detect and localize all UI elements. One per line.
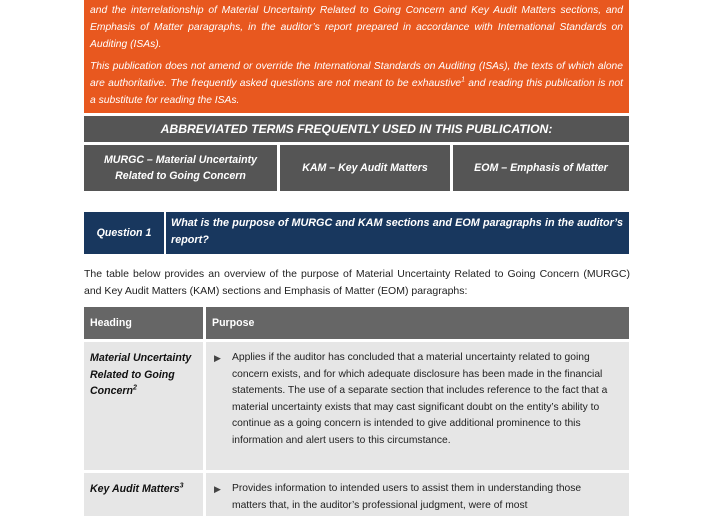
abbreviations-title: ABBREVIATED TERMS FREQUENTLY USED IN THIS PUBLICATION: (84, 116, 629, 142)
table-header-heading: Heading (84, 307, 203, 339)
abbreviation-murgc: MURGC – Material Uncertainty Related to Going Concern (84, 145, 277, 191)
footnote-ref-3[interactable]: 3 (179, 482, 184, 490)
intro-callout-box (84, 0, 629, 113)
intro-paragraph-scope: and the interrelationship of Material Uncertainty Related to Going Concern and Key Audit Matters sections, and Emphasis of Matter paragraphs, in the auditor’s report prepared in accordance with International Standards on Auditing (ISAs). (90, 5, 623, 51)
footnote-ref-2[interactable]: 2 (132, 384, 137, 392)
overview-paragraph: The table below provides an overview of the purpose of Material Uncertainty Related to Going Concern (MURGC) and Key Audit Matters (KAM) sections and Emphasis of Matter (EOM) paragraphs: (84, 268, 630, 297)
intro-paragraph-disclaimer: This publication does not amend or override the International Standards on Auditing (ISAs), the texts of which alone are authoritative. The frequently asked questions are not meant to be exhaustive$^1$ and reading this publication is not a substitute for reading the ISAs. (90, 60, 623, 107)
abbreviation-eom: EOM – Emphasis of Matter (453, 145, 629, 191)
table-row-heading: Key Audit Matters$^3$ (84, 473, 203, 516)
table-row-heading: Material Uncertainty Related to Going Concern$^2$ (84, 342, 203, 470)
question-number: Question 1 (84, 212, 164, 254)
abbreviation-kam: KAM – Key Audit Matters (280, 145, 450, 191)
table-row-purpose: ▶ Applies if the auditor has concluded that a material uncertainty related to going concern exists, and for which adequate disclosure has been made in the financial statements. The use of a separate section that includes reference to the fact that a material uncertainty exists that may cast significant doubt on the entity’s ability to continue as a going concern is intended to give additional prominence to this information and alert users to this circumstance. (206, 342, 629, 470)
bullet-arrow-icon: ▶ (214, 353, 221, 363)
bullet-arrow-icon: ▶ (214, 484, 221, 494)
table-header-purpose: Purpose (206, 307, 629, 339)
footnote-ref-1[interactable]: 1 (461, 76, 465, 84)
question-text: What is the purpose of MURGC and KAM sections and EOM paragraphs in the auditor’s report? (166, 212, 629, 254)
table-row-purpose: ▶ Provides information to intended users to assist them in understanding those matters that, in the auditor’s professional judgment, were of most (206, 473, 629, 516)
